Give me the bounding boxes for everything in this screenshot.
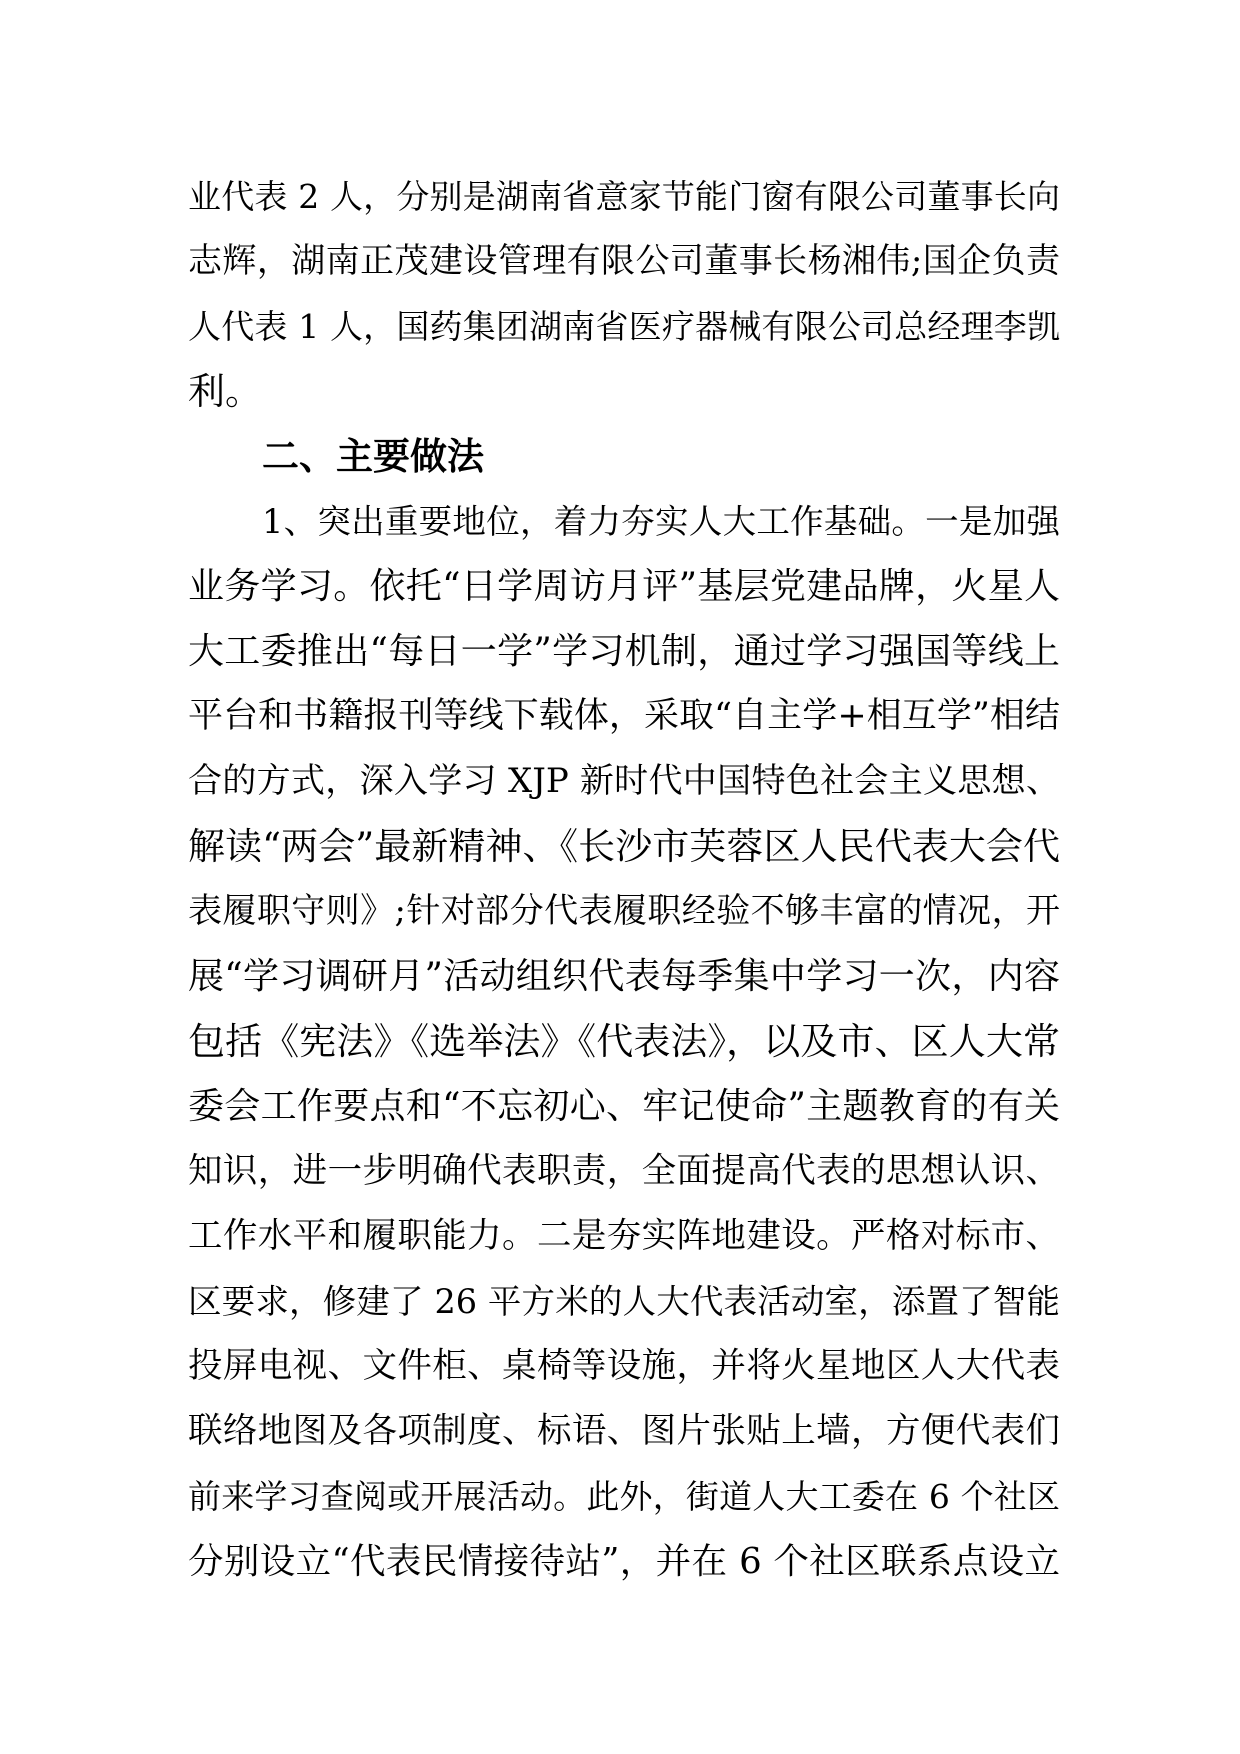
section-heading: 二、主要做法 (262, 435, 484, 478)
text-line: 投屏电视、文件柜、桌椅等设施，并将火星地区人大代表 (188, 1346, 1060, 1386)
text-line: 展“学习调研月”活动组织代表每季集中学习一次，内容 (188, 956, 1060, 997)
text-line: 业务学习。依托“日学周访月评”基层党建品牌，火星人 (188, 566, 1060, 607)
text-line: 区要求，修建了 26 平方米的人大代表活动室，添置了智能 (188, 1282, 1060, 1321)
text-line: 前来学习查阅或开展活动。此外，街道人大工委在 6 个社区 (188, 1477, 1060, 1516)
text-line: 大工委推出“每日一学”学习机制，通过学习强国等线上 (188, 631, 1060, 672)
text-line: 包括《宪法》《选举法》《代表法》，以及市、区人大常 (188, 1020, 1060, 1063)
text-line: 解读“两会”最新精神、《长沙市芙蓉区人民代表大会代 (188, 825, 1060, 868)
text-line: 知识，进一步明确代表职责，全面提高代表的思想认识、 (188, 1151, 1060, 1191)
text-line: 工作水平和履职能力。二是夯实阵地建设。严格对标市、 (188, 1216, 1060, 1256)
text-line: 1、突出重要地位，着力夯实人大工作基础。一是加强 (262, 502, 1060, 541)
text-line: 人代表 1 人，国药集团湖南省医疗器械有限公司总经理李凯 (188, 307, 1060, 346)
text-line: 利。 (188, 370, 262, 413)
text-line: 合的方式，深入学习 XJP 新时代中国特色社会主义思想、 (188, 761, 1060, 801)
text-line: 平台和书籍报刊等线下载体，采取“自主学+相互学”相结 (188, 696, 1060, 736)
document-page (188, 164, 1060, 1594)
paragraph-main-practices (188, 489, 1060, 1594)
text-line: 表履职守则》;针对部分代表履职经验不够丰富的情况，开 (188, 891, 1060, 931)
paragraph-continuation (188, 164, 1060, 424)
text-line: 联络地图及各项制度、标语、图片张贴上墙，方便代表们 (188, 1411, 1060, 1451)
text-line: 志辉，湖南正茂建设管理有限公司董事长杨湘伟;国企负责 (188, 241, 1060, 281)
text-line: 分别设立“代表民情接待站”，并在 6 个社区联系点设立 (188, 1541, 1060, 1582)
text-line: 委会工作要点和“不忘初心、牢记使命”主题教育的有关 (188, 1086, 1060, 1127)
text-line: 业代表 2 人，分别是湖南省意家节能门窗有限公司董事长向 (188, 177, 1060, 216)
